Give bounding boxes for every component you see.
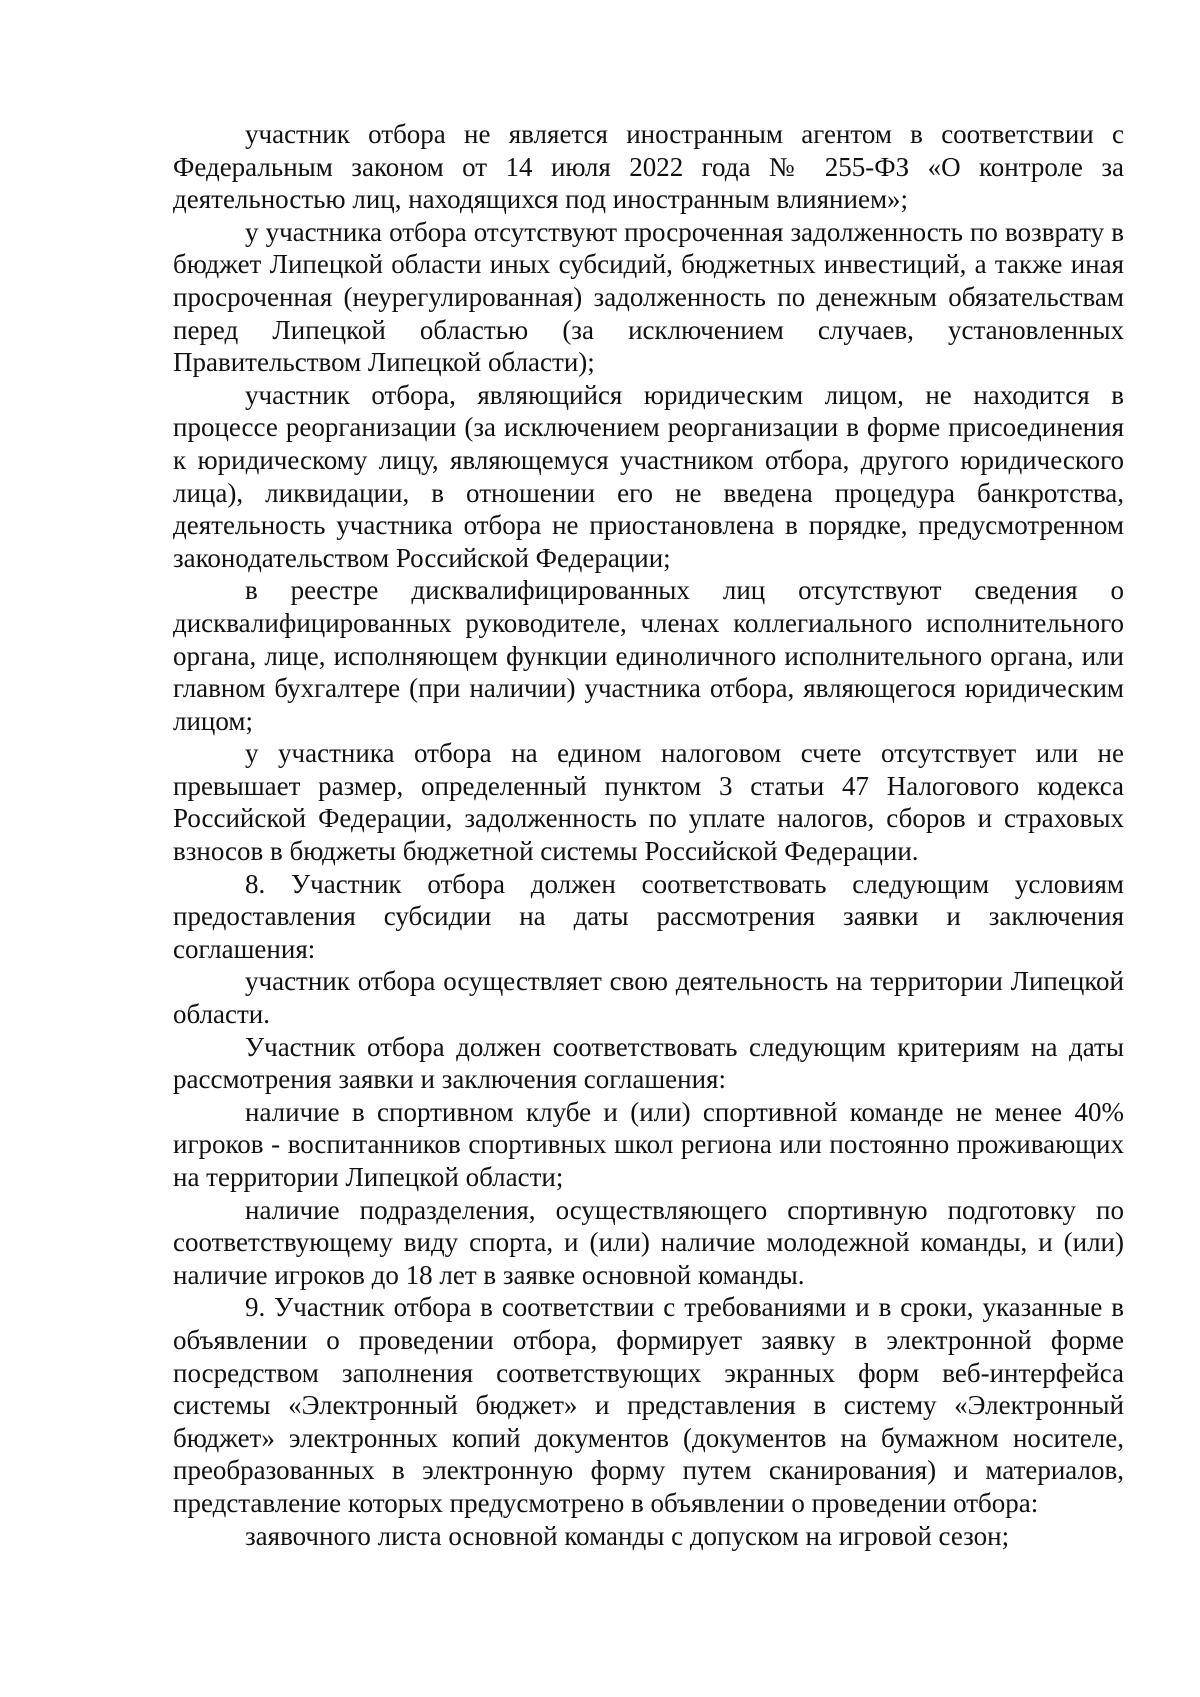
- paragraph-disqualified-registry: в реестре дисквалифицированных лиц отсутствуют сведения о дисквалифицированных руководителе, членах коллегиального исполнительного органа, лице, исполняющем функции единоличного исполнительного органа, или главном бухгалтере (при наличии) участника отбора, являющегося юридическим лицом;: [173, 575, 1124, 736]
- paragraph-territory: участник отбора осуществляет свою деятельность на территории Липецкой области.: [173, 966, 1124, 1030]
- paragraph-foreign-agent: участник отбора не является иностранным агентом в соответствии с Федеральным законом от 14 июля 2022 года № 255-ФЗ «О контроле за деятельностью лиц, находящихся под иностранным влиянием»;: [173, 119, 1124, 215]
- paragraph-overdue-debt: у участника отбора отсутствуют просроченная задолженность по возврату в бюджет Липецкой области иных субсидий, бюджетных инвестиций, а также иная просроченная (неурегулированная) задолженность по денежным обязательствам перед Липецкой областью (за исключением случаев, установленных Правительством Липецкой области);: [173, 216, 1124, 378]
- paragraph-criteria: Участник отбора должен соответствовать следующим критериям на даты рассмотрения заявки и заключения соглашения:: [173, 1031, 1124, 1095]
- paragraph-reorganization: участник отбора, являющийся юридическим лицом, не находится в процессе реорганизации (за исключением реорганизации в форме присоединения к юридическому лицу, являющемуся участником отбора, другого юридического лица), ликвидации, в отношении его не введена процедура банкротства, деятельность участника отбора не приостановлена в порядке, предусмотренном законодательством Российской Федерации;: [173, 379, 1124, 573]
- paragraph-application-sheet: заявочного листа основной команды с допуском на игровой сезон;: [245, 1520, 1010, 1551]
- paragraph-players-40-percent: наличие в спортивном клубе и (или) спортивной команде не менее 40% игроков - воспитанников спортивных школ региона или постоянно проживающих на территории Липецкой области;: [173, 1096, 1124, 1192]
- paragraph-item-8-conditions: 8. Участник отбора должен соответствовать следующим условиям предоставления субсидии на даты рассмотрения заявки и заключения соглашения:: [173, 868, 1124, 964]
- paragraph-youth-team: наличие подразделения, осуществляющего спортивную подготовку по соответствующему виду спорта, и (или) наличие молодежной команды, и (или) наличие игроков до 18 лет в заявке основной команды.: [173, 1194, 1124, 1290]
- paragraph-item-9-application: 9. Участник отбора в соответствии с требованиями и в сроки, указанные в объявлении о проведении отбора, формирует заявку в электронной форме посредством заполнения соответствующих экранных форм веб-интерфейса системы «Электронный бюджет» и представления в систему «Электронный бюджет» электронных копий документов (документов на бумажном носителе, преобразованных в электронную форму путем сканирования) и материалов, представление которых предусмотрено в объявлении о проведении отбора:: [173, 1292, 1124, 1518]
- document-body: [173, 118, 1124, 1552]
- paragraph-tax-account: у участника отбора на едином налоговом счете отсутствует или не превышает размер, определенный пунктом 3 статьи 47 Налогового кодекса Российской Федерации, задолженность по уплате налогов, сборов и страховых взносов в бюджеты бюджетной системы Российской Федерации.: [173, 738, 1124, 867]
